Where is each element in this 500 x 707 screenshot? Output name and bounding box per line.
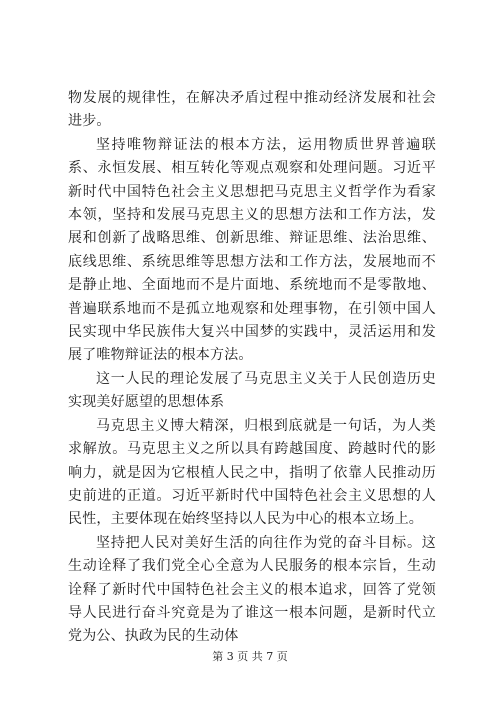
paragraph-dialectics: 坚持唯物辩证法的根本方法，运用物质世界普遍联系、永恒发展、相互转化等观点观察和处理问题。习近平新时代中国特色社会主义思想把马克思主义哲学作为看家本领，坚持和发展马克思主义的思想方法和工作方法，发展和创新了战略思维、创新思维、辩证思维、法治思维、底线思维、系统思维等思想方法和工作方法，发展地而不是静止地、全面地而不是片面地、系统地而不是零散地、普遍联系地而不是孤立地观察和处理事物，在引领中国人民实现中华民族伟大复兴中国梦的实践中，灵活运用和发展了唯物辩证法的根本方法。 [68,136,436,364]
document-body [68,87,436,649]
paragraph-struggle-goal: 坚持把人民对美好生活的向往作为党的奋斗目标。这生动诠释了我们党全心全意为人民服务的根本宗旨，生动诠释了新时代中国特色社会主义的根本追求，回答了党领导人民进行奋斗究竟是为了谁这一根本问题，是新时代立党为公、执政为民的生动体 [68,534,436,645]
paragraph-continuation: 物发展的规律性，在解决矛盾过程中推动经济发展和社会进步。 [68,90,436,130]
section-heading-people-theory: 这一人民的理论发展了马克思主义关于人民创造历史实现美好愿望的思想体系 [68,370,436,411]
page-footer: 第 3 页 共 7 页 [212,650,288,663]
paragraph-marxism: 马克思主义博大精深，归根到底就是一句话，为人类求解放。马克思主义之所以具有跨越国度、跨越时代的影响力，就是因为它根植人民之中，指明了依靠人民推动历史前进的正道。习近平新时代中国特色社会主义思想的人民性，主要体现在始终坚持以人民为中心的根本立场上。 [68,417,436,528]
